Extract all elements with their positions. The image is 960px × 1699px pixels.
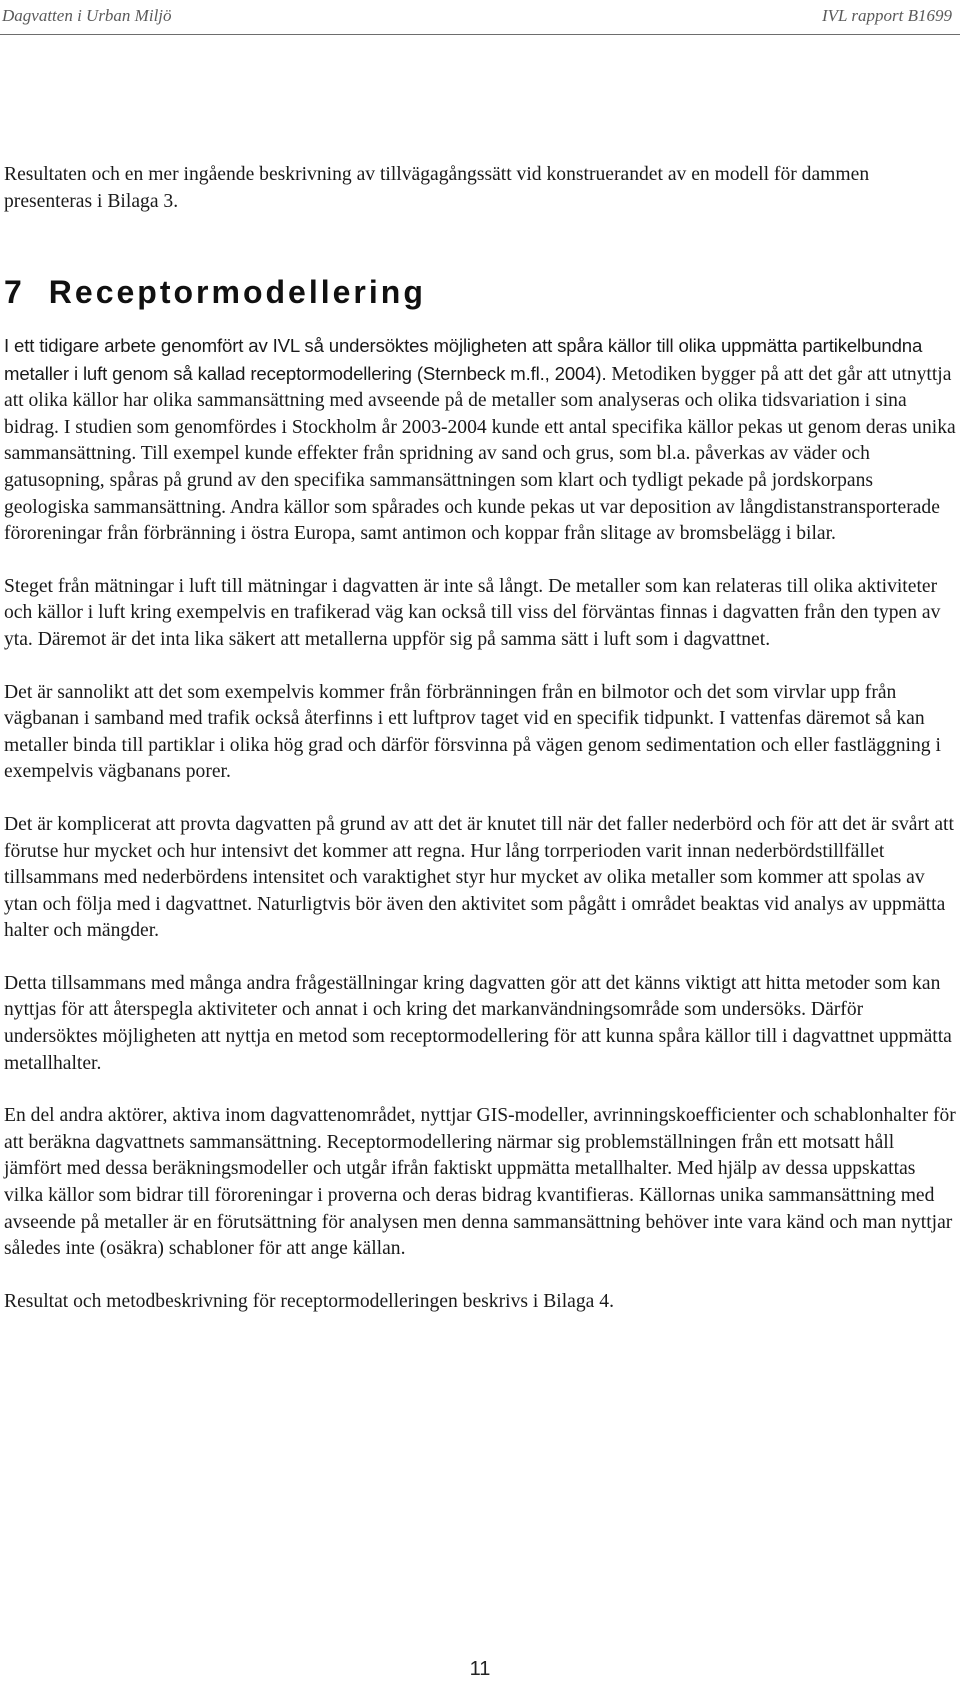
paragraph-1 — [4, 333, 956, 548]
running-header — [0, 0, 960, 34]
page-number: 11 — [469, 1658, 491, 1680]
paragraph-3: Det är sannolikt att det som exempelvis kommer från förbränningen från en bilmotor och det som virvlar upp från vägbanan i samband med trafik också återfinns i ett luftprov taget vid en specifik tidpunkt. I vattenfas däremot så kan metaller binda till partiklar i olika hög grad och därför försvinna på vägen genom sedimentation och eller fastläggning i exempelvis vägbanans porer. — [4, 681, 941, 783]
section-body — [4, 333, 956, 1341]
paragraph-5: Detta tillsammans med många andra frågeställningar kring dagvatten gör att det känns viktigt att hitta metoder som kan nyttjas för att återspegla aktiviteter och annat i och kring det markanvändningsområde som undersöks. Därför undersöktes möjligheten att nyttja en metod som receptormodellering för att kunna spåra källor till i dagvattnet uppmätta metallhalter. — [4, 972, 952, 1074]
paragraph-7: Resultat och metodbeskrivning för receptormodelleringen beskrivs i Bilaga 4. — [4, 1290, 614, 1312]
section-number: 7 — [4, 274, 25, 310]
section-title: Receptormodellering — [48, 274, 426, 310]
intro-paragraph: Resultaten och en mer ingående beskrivning av tillvägagångssätt vid konstruerandet av en modell för dammen presenteras i Bilaga 3. — [4, 164, 870, 212]
section-heading — [4, 274, 426, 311]
paragraph-2: Steget från mätningar i luft till mätningar i dagvatten är inte så långt. De metaller som kan relateras till olika aktiviteter och källor i luft kring exempelvis en trafikerad väg kan också till viss del förväntas finnas i dagvatten från den typen av yta. Däremot är det inta lika säkert att metallerna uppför sig på samma sätt i luft som i dagvattnet. — [4, 575, 941, 650]
paragraph-1-serif-part: Metodiken bygger på att det går att utnyttja att olika källor har olika sammansättning med avseende på de metaller som analyseras och olika tidsvariation i sina bidrag. I studien som genomfördes i Stockholm år 2003-2004 kunde ett antal specifika källor pekas ut genom deras unika sammansättning. Till exempel kunde effekter från spridning av sand och grus, som bl.a. påverkas av väder och gatusopning, spåras på grund av den specifika sammansättningen som klart och tydligt pekade på jordskorpans geologiska sammansättning. Andra källor som spårades och kunde pekas ut var deposition av långdistanstransporterade föroreningar från förbränning i östra Europa, samt antimon och koppar från slitage av bromsbelägg i bilar. — [4, 363, 956, 545]
header-report-title: Dagvatten i Urban Miljö — [2, 6, 172, 25]
paragraph-6: En del andra aktörer, aktiva inom dagvattenområdet, nyttjar GIS-modeller, avrinningskoefficienter och schablonhalter för att beräkna dagvattnets sammansättning. Receptormodellering närmar sig problemställningen från ett motsatt håll jämfört med dessa beräkningsmodeller och utgår ifrån faktiskt uppmätta metallhalter. Med hjälp av dessa uppskattas vilka källor som bidrar till föroreningar i proverna och deras bidrag kvantifieras. Källornas unika sammansättning med avseende på metaller är en förutsättning för analysen men denna sammansättning behöver inte vara känd och man nyttjar således inte (osäkra) schabloner för att ange källan. — [4, 1105, 956, 1260]
paragraph-4: Det är komplicerat att provta dagvatten på grund av att det är knutet till när det faller nederbörd och för att det är svårt att förutse hur mycket och hur intensivt det kommer att regna. Hur lång torrperioden varit innan nederbördstillfället tillsammans med nederbördens intensitet och varaktighet styr hur mycket av olika metaller som kommer att spolas av ytan och följa med i dagvattnet. Naturligtvis bör även den aktivitet som pågått i området beaktas vid analys av uppmätta halter och mängder. — [4, 813, 954, 942]
header-divider — [0, 34, 960, 35]
paragraph-1-sans-part: I ett tidigare arbete genomfört av IVL så undersöktes möjligheten att spåra källor till olika uppmätta partikelbundna metaller i luft genom så kallad receptormodellering (Sternbeck m.fl., 2004). — [4, 335, 923, 384]
header-report-number: IVL rapport B1699 — [821, 6, 952, 25]
